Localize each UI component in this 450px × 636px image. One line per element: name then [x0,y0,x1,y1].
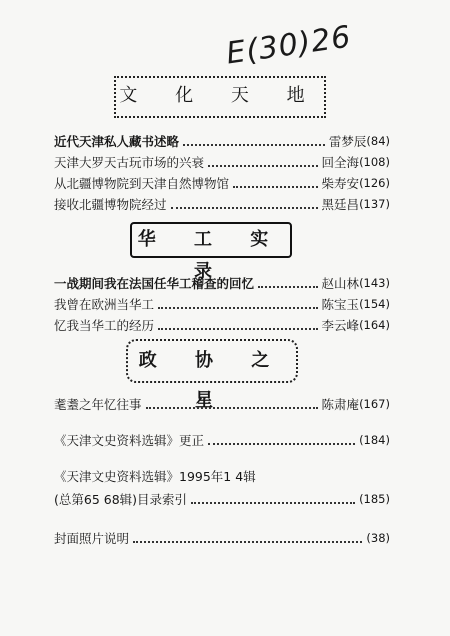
entry-author: 赵山林 [321,276,360,291]
section-heading-chinese-labor: 华 工 实 录 [130,222,292,258]
section-heading-culture: 文 化 天 地 [114,76,326,118]
entry-title: 耄耋之年忆往事 [54,397,142,412]
index-entry-title-line1[interactable]: 《天津文史资料选辑》1995年1 4辑 [54,469,256,484]
toc-entry-correction[interactable] [54,431,390,449]
entry-title: (总第65 68辑)目录索引 [54,492,188,507]
leader-dots [183,143,325,146]
leader-dots [208,164,318,167]
toc-entry[interactable] [54,274,390,292]
entry-author: 柴寿安 [321,176,360,191]
entry-page: (164) [359,318,390,332]
entry-title: 封面照片说明 [54,531,130,546]
toc-entry[interactable] [54,174,390,192]
leader-dots [233,185,318,188]
toc-entry-index[interactable] [54,490,390,508]
leader-dots [158,327,318,330]
leader-dots [133,540,362,543]
entry-page: (137) [359,197,390,211]
toc-entry[interactable] [54,153,390,171]
entry-page: (184) [359,433,390,447]
entry-title: 天津大罗天古玩市场的兴衰 [54,155,205,170]
entry-page: (84) [366,134,390,148]
leader-dots [158,306,318,309]
toc-entry[interactable] [54,395,390,413]
entry-page: (108) [359,155,390,169]
toc-entry[interactable] [54,316,390,334]
entry-page: (38) [366,531,390,545]
entry-author: 陈肃庵 [321,397,360,412]
entry-page: (126) [359,176,390,190]
entry-author: 李云峰 [321,318,360,333]
entry-page: (143) [359,276,390,290]
entry-title: 我曾在欧洲当华工 [54,297,155,312]
entry-page: (167) [359,397,390,411]
entry-title: 近代天津私人藏书述略 [54,134,180,149]
handwritten-catalog-note: E(30)26 [224,19,354,72]
entry-title: 接收北疆博物院经过 [54,197,167,212]
toc-entry[interactable] [54,195,390,213]
entry-title: 从北疆博物院到天津自然博物馆 [54,176,230,191]
leader-dots [258,285,318,288]
toc-entry-cover-photo[interactable] [54,529,390,547]
entry-author: 陈宝玉 [321,297,360,312]
leader-dots [146,406,318,409]
leader-dots [208,442,355,445]
entry-author: 雷梦辰 [328,134,367,149]
entry-page: (185) [359,492,390,506]
leader-dots [171,206,318,209]
section-heading-cppcc-stars: 政 协 之 星 [126,339,298,383]
entry-page: (154) [359,297,390,311]
entry-title: 《天津文史资料选辑》更正 [54,433,205,448]
entry-title: 忆我当华工的经历 [54,318,155,333]
entry-title: 一战期间我在法国任华工稽查的回忆 [54,276,255,291]
toc-entry[interactable] [54,132,390,150]
entry-author: 黑廷昌 [321,197,360,212]
toc-entry[interactable] [54,295,390,313]
entry-author: 回全海 [321,155,360,170]
leader-dots [191,501,355,504]
